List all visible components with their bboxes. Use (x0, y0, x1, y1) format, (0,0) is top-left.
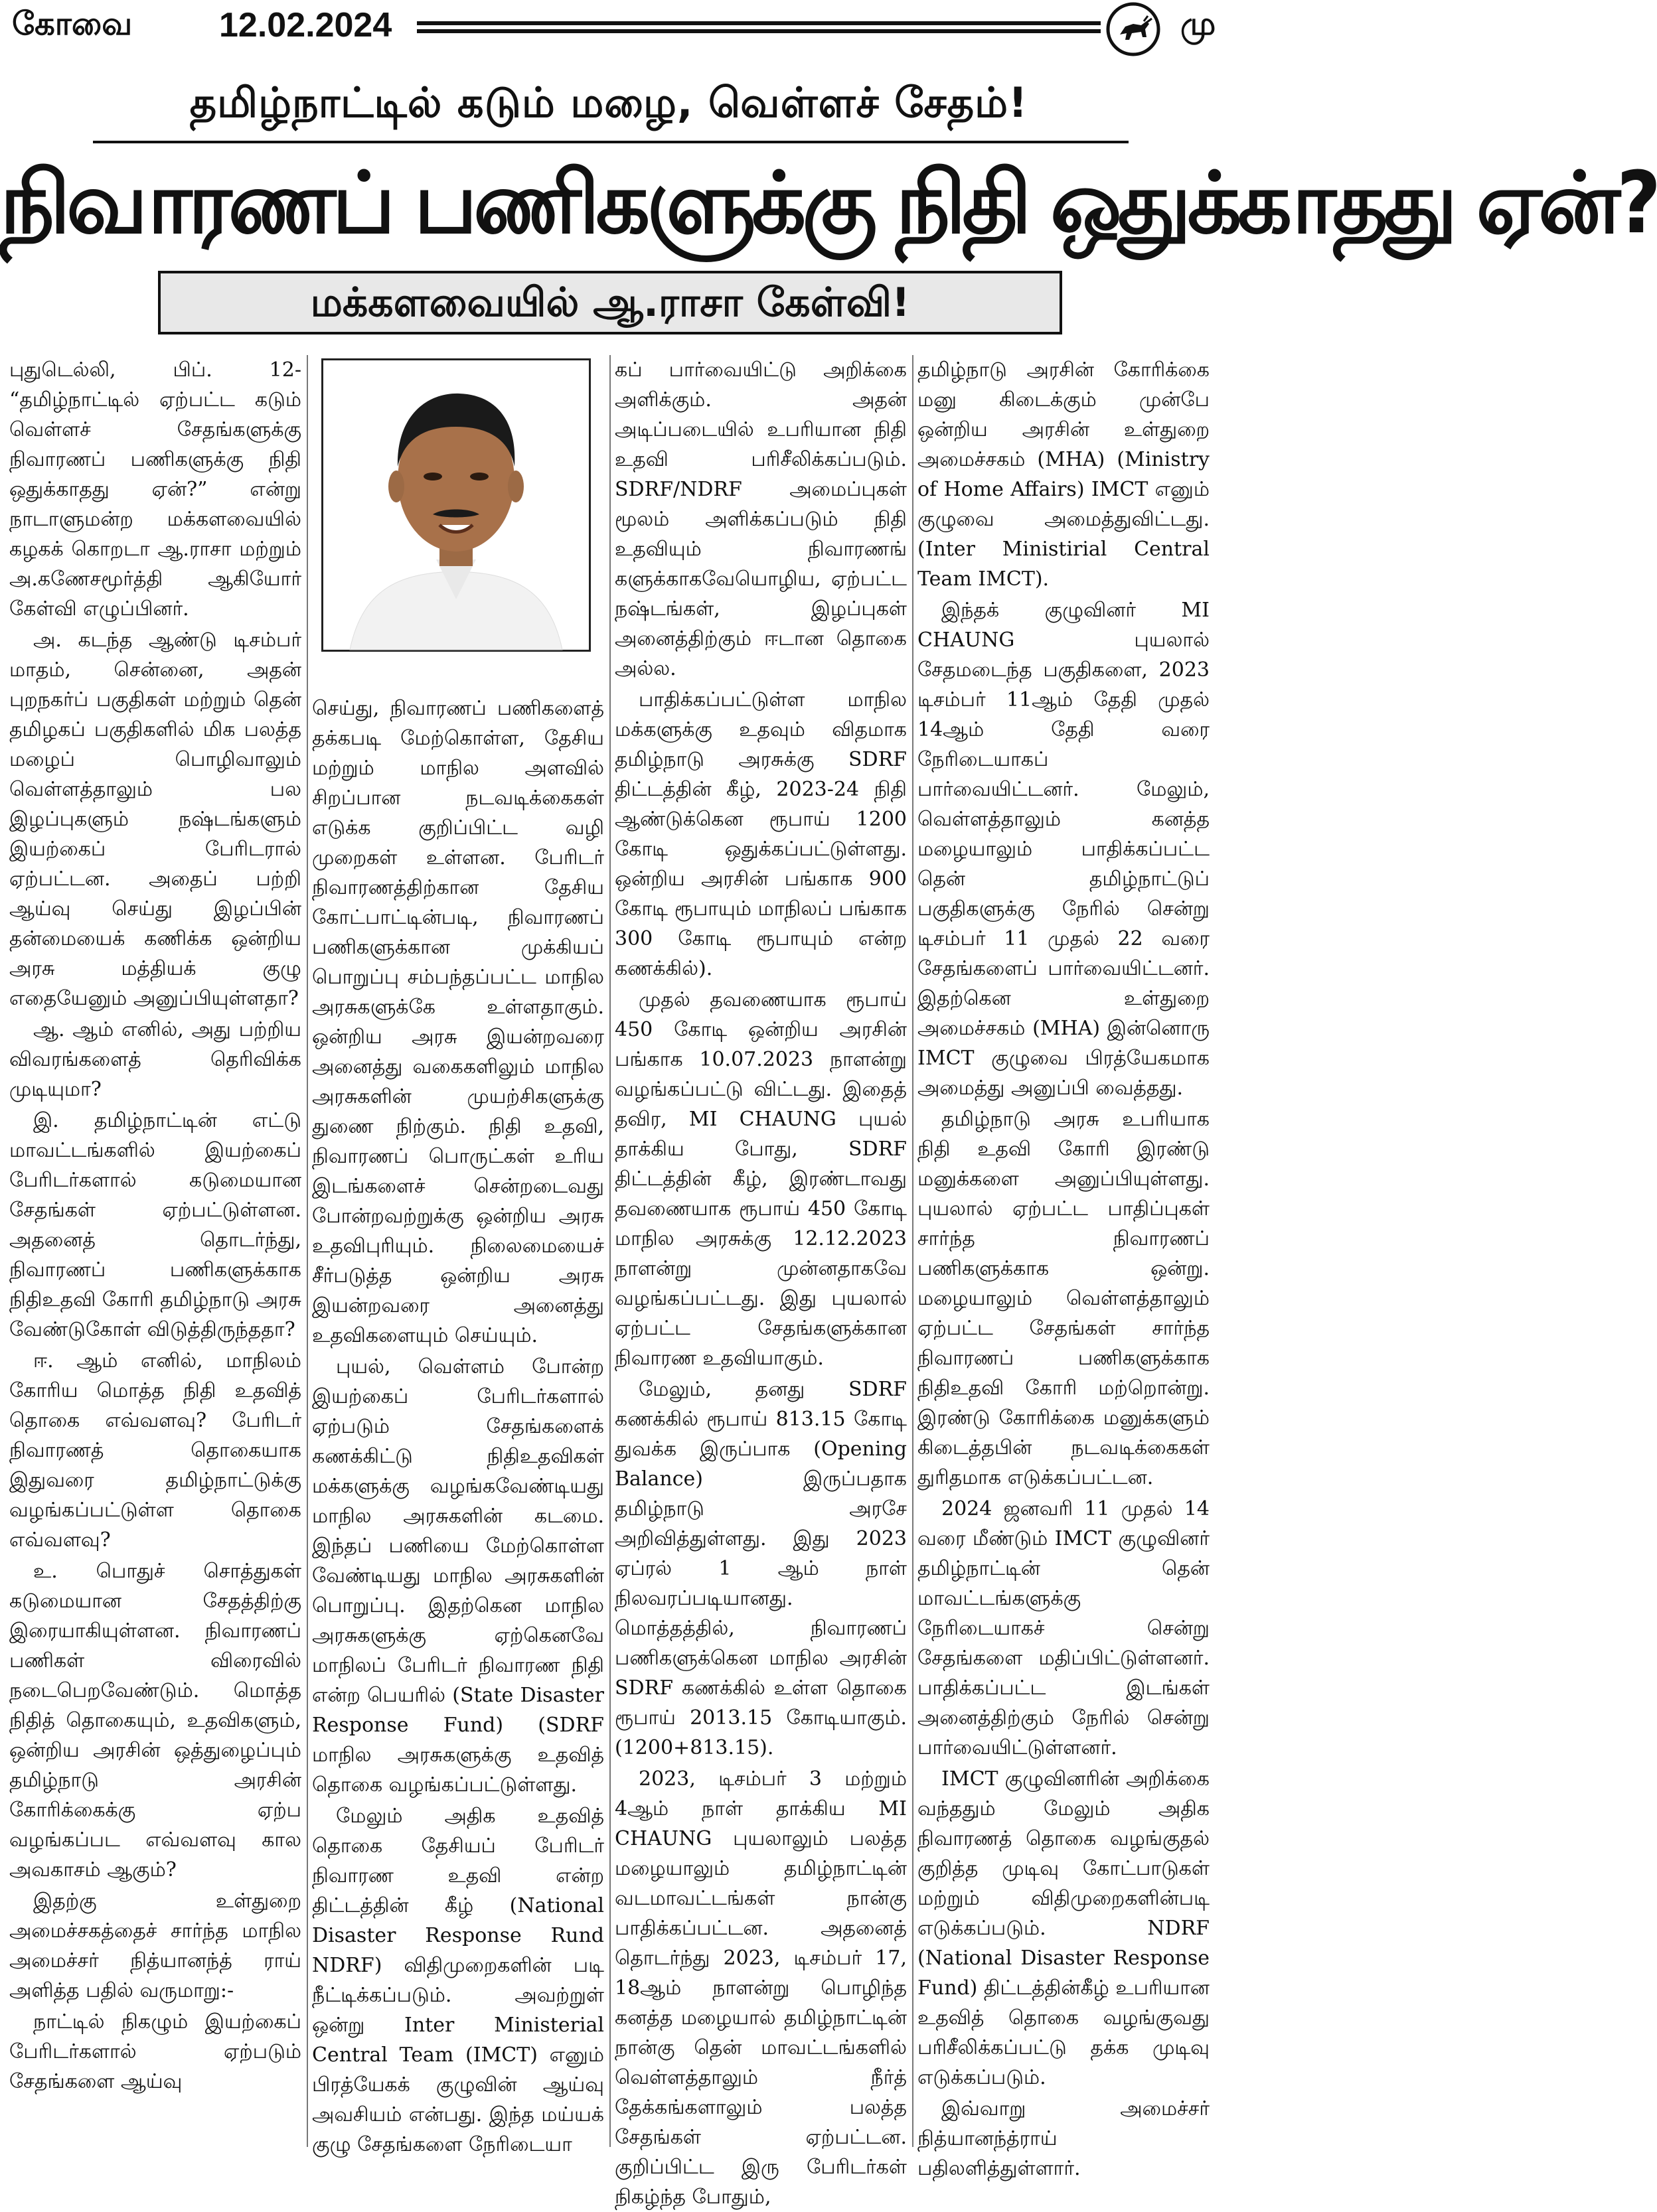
paragraph: 2024 ஜனவரி 11 முதல் 14 வரை மீண்டும் IMCT குழுவினர் தமிழ்நாட்டின் தென் மாவட்டங்களுக்கு நேரிடையாகச் சென்று சேதங்களை மதிப்பிட்டுள்ளனர். பாதிக்கப்பட்ட இடங்கள் அனைத்திற்கும் நேரில் சென்று பார்வையிட்டுள்ளனர். (917, 1497, 1210, 1759)
paragraph: தமிழ்நாடு அரசு உபரியாக நிதி உதவி கோரி இரண்டு மனுக்களை அனுப்பியுள்ளது. புயலால் ஏற்பட்ட பாதிப்புகள் சார்ந்த நிவாரணப் பணிகளுக்காக ஒன்று. மழையாலும் வெள்ளத்தாலும் ஏற்பட்ட சேதங்கள் சார்ந்த நிவாரணப் பணிகளுக்காக நிதிஉதவி கோரி மற்றொன்று. இரண்டு கோரிக்கை மனுக்களும் கிடைத்தபின் நடவடிக்கைகள் துரிதமாக எடுக்கப்பட்டன. (917, 1108, 1210, 1489)
column-divider (609, 355, 611, 2147)
paragraph: இதற்கு உள்துறை அமைச்சகத்தைச் சார்ந்த மாநில அமைச்சர் நித்யானந்த் ராய் அளித்த பதில் வருமாறு:- (9, 1889, 301, 2002)
paragraph: புயல், வெள்ளம் போன்ற இயற்கைப் பேரிடர்களால் ஏற்படும் சேதங்களைக் கணக்கிட்டு நிதிஉதவிகள் மக்களுக்கு வழங்கவேண்டியது மாநில அரசுகளின் கடமை. இந்தப் பணியை மேற்கொள்ள வேண்டியது மாநில அரசுகளின் பொறுப்பு. இதற்கென மாநில அரசுகளுக்கு ஏற்கெனவே மாநிலப் பேரிடர் நிவாரண நிதி என்ற பெயரில் (State Disaster Response Fund) (SDRF மாநில அரசுகளுக்கு உதவித் தொகை வழங்கப்பட்டுள்ளது. (312, 1355, 604, 1797)
paragraph: IMCT குழுவினரின் அறிக்கை வந்ததும் மேலும் அதிக நிவாரணத் தொகை வழங்குதல் குறித்த முடிவு கோட்பாடுகள் மற்றும் விதிமுறைகளின்படி எடுக்கப்படும். NDRF (National Disaster Response Fund) திட்டத்தின்கீழ் உபரியான உதவித் தொகை வழங்குவது பரிசீலிக்கப்பட்டு தக்க முடிவு எடுக்கப்படும். (917, 1767, 1210, 2089)
paragraph: முதல் தவணையாக ரூபாய் 450 கோடி ஒன்றிய அரசின் பங்காக 10.07.2023 நாளன்று வழங்கப்பட்டு விட்டது. இதைத் தவிர, MI CHAUNG புயல் தாக்கிய போது, SDRF திட்டத்தின் கீழ், இரண்டாவது தவணையாக ரூபாய் 450 கோடி மாநில அரசுக்கு 12.12.2023 நாளன்று முன்னதாகவே வழங்கப்பட்டது. இது புயலால் ஏற்பட்ட சேதங்களுக்கான நிவாரண உதவியாகும். (615, 988, 907, 1370)
article-column-1 (9, 355, 301, 2147)
paragraph: 2023, டிசம்பர் 3 மற்றும் 4ஆம் நாள் தாக்கிய MI CHAUNG புயலாலும் பலத்த மழையாலும் தமிழ்நாட்டின் வடமாவட்டங்கள் நான்கு பாதிக்கப்பட்டன. அதனைத் தொடர்ந்து 2023, டிசம்பர் 17, 18ஆம் நாளன்று பொழிந்த கனத்த மழையால் தமிழ்நாட்டின் நான்கு தென் மாவட்டங்களில் வெள்ளத்தாலும் நீர்த் தேக்கங்களாலும் பலத்த சேதங்கள் ஏற்பட்டன. குறிப்பிட்ட இரு பேரிடர்கள் நிகழ்ந்த போதும், (615, 1767, 907, 2209)
edition-date: 12.02.2024 (219, 6, 392, 44)
paragraph: இந்தக் குழுவினர் MI CHAUNG புயலால் சேதமடைந்த பகுதிகளை, 2023 டிசம்பர் 11ஆம் தேதி முதல் 14ஆம் தேதி வரை நேரிடையாகப் பார்வையிட்டனர். மேலும், வெள்ளத்தாலும் கனத்த மழையாலும் பாதிக்கப்பட்ட தென் தமிழ்நாட்டுப் பகுதிகளுக்கு நேரில் சென்று டிசம்பர் 11 முதல் 22 வரை சேதங்களைப் பார்வையிட்டனர். இதற்கென உள்துறை அமைச்சகம் (MHA) இன்னொரு IMCT குழுவை பிரத்யேகமாக அமைத்து அனுப்பி வைத்தது. (917, 599, 1210, 1100)
paragraph: இவ்வாறு அமைச்சர் நித்யானந்த்ராய் பதிலளித்துள்ளார். (917, 2097, 1210, 2180)
paragraph: ஈ. ஆம் எனில், மாநிலம் கோரிய மொத்த நிதி உதவித் தொகை எவ்வளவு? பேரிடர் நிவாரணத் தொகையாக இதுவரை தமிழ்நாட்டுக்கு வழங்கப்பட்டுள்ள தொகை எவ்வளவு? (9, 1349, 301, 1552)
bull-emblem-icon (1105, 1, 1161, 57)
masthead-strip (0, 0, 1218, 66)
article-column-2 (312, 355, 604, 2156)
column-divider (307, 355, 308, 2147)
paragraph: கப் பார்வையிட்டு அறிக்கை அளிக்கும். அதன் அடிப்படையில் உபரியான நிதி உதவி பரிசீலிக்கப்படும். SDRF/NDRF அமைப்புகள் மூலம் அளிக்கப்படும் நிதி உதவியும் நிவாரணங் களுக்காகவேயொழிய, ஏற்பட்ட நஷ்டங்கள், இழப்புகள் அனைத்திற்கும் ஈடான தொகை அல்ல. (615, 358, 907, 680)
paragraph: மேலும், தனது SDRF கணக்கில் ரூபாய் 813.15 கோடி துவக்க இருப்பாக (Opening Balance) இருப்பதாக தமிழ்நாடு அரசே அறிவித்துள்ளது. இது 2023 ஏப்ரல் 1 ஆம் நாள் நிலவரப்படியானது. மொத்தத்தில், நிவாரணப் பணிகளுக்கென மாநில அரசின் SDRF கணக்கில் உள்ள தொகை ரூபாய் 2013.15 கோடியாகும். (1200+813.15). (615, 1378, 907, 1759)
edition-city: கோவை (12, 5, 133, 42)
article-column-3 (615, 355, 907, 2209)
paragraph: புதுடெல்லி, பிப். 12- “தமிழ்நாட்டில் ஏற்பட்ட கடும் வெள்ளச் சேதங்களுக்கு நிவாரணப் பணிகளுக்கு நிதி ஒதுக்காதது ஏன்?” என்று நாடாளுமன்ற மக்களவையில் கழகக் கொறடா ஆ.ராசா மற்றும் அ.கணேசமூர்த்தி ஆகியோர் கேள்வி எழுப்பினர். (9, 358, 301, 621)
paragraph: ஆ. ஆம் எனில், அது பற்றிய விவரங்களைத் தெரிவிக்க முடியுமா? (9, 1018, 301, 1101)
kicker-underline (93, 141, 1129, 143)
column-divider (912, 355, 913, 2147)
article-kicker: தமிழ்நாட்டில் கடும் மழை, வெள்ளச் சேதம்! (189, 78, 1028, 127)
paragraph: செய்து, நிவாரணப் பணிகளைத் தக்கபடி மேற்கொள்ள, தேசிய மற்றும் மாநில அளவில் சிறப்பான நடவடிக்கைகள் எடுக்க குறிப்பிட்ட வழி முறைகள் உள்ளன. பேரிடர் நிவாரணத்திற்கான தேசிய கோட்பாட்டின்படி, நிவாரணப் பணிகளுக்கான முக்கியப் பொறுப்பு சம்பந்தப்பட்ட மாநில அரசுகளுக்கே உள்ளதாகும். ஒன்றிய அரசு இயன்றவரை அனைத்து வகைகளிலும் மாநில அரசுகளின் முயற்சிகளுக்கு துணை நிற்கும். நிதி உதவி, நிவாரணப் பொருட்கள் உரிய இடங்களைச் சென்றடைவது போன்றவற்றுக்கு ஒன்றிய அரசு உதவிபுரியும். நிலைமையைச் சீர்படுத்த ஒன்றிய அரசு இயன்றவரை அனைத்து உதவிகளையும் செய்யும். (312, 697, 604, 1347)
paragraph: அ. கடந்த ஆண்டு டிசம்பர் மாதம், சென்னை, அதன் புறநகர்ப் பகுதிகள் மற்றும் தென் தமிழகப் பகுதிகளில் மிக பலத்த மழைப் பொழிவாலும் வெள்ளத்தாலும் பல இழப்புகளும் நஷ்டங்களும் இயற்கைப் பேரிடரால் ஏற்பட்டன. அதைப் பற்றி ஆய்வு செய்து இழப்பின் தன்மையைக் கணிக்க ஒன்றிய அரசு மத்தியக் குழு எதையேனும் அனுப்பியுள்ளதா? (9, 628, 301, 1010)
paragraph: தமிழ்நாடு அரசின் கோரிக்கை மனு கிடைக்கும் முன்பே ஒன்றிய அரசின் உள்துறை அமைச்சகம் (MHA) (Ministry of Home Affairs) IMCT எனும் குழுவை அமைத்துவிட்டது. (Inter Ministirial Central Team IMCT). (917, 358, 1210, 591)
article-column-4 (917, 355, 1210, 2180)
paragraph: நாட்டில் நிகழும் இயற்கைப் பேரிடர்களால் ஏற்படும் சேதங்களை ஆய்வு (9, 2010, 301, 2093)
article-subhead: மக்களவையில் ஆ.ராசா கேள்வி! (158, 271, 1062, 334)
paragraph: இ. தமிழ்நாட்டின் எட்டு மாவட்டங்களில் இயற்கைப் பேரிடர்களால் கடுமையான சேதங்கள் ஏற்பட்டுள்ளன. அதனைத் தொடர்ந்து, நிவாரணப் பணிகளுக்காக நிதிஉதவி கோரி தமிழ்நாடு அரசு வேண்டுகோள் விடுத்திருந்ததா? (9, 1109, 301, 1341)
paragraph: மேலும் அதிக உதவித் தொகை தேசியப் பேரிடர் நிவாரண உதவி என்ற திட்டத்தின் கீழ் (National Disaster Response Rund NDRF) விதிமுறைகளின் படி நீட்டிக்கப்படும். அவற்றுள் ஒன்று Inter Ministerial Central Team (IMCT) எனும் பிரத்யேகக் குழுவின் ஆய்வு அவசியம் என்பது. இந்த மய்யக் குழு சேதங்களை நேரிடையா (312, 1805, 604, 2156)
paper-name-initial: மு (1180, 5, 1216, 42)
header-double-rule (417, 21, 1101, 33)
paragraph: உ. பொதுச் சொத்துகள் கடுமையான சேதத்திற்கு இரையாகியுள்ளன. நிவாரணப் பணிகள் விரைவில் நடைபெறவேண்டும். மொத்த நிதித் தொகையும், உதவிகளும், ஒன்றிய அரசின் ஒத்துழைப்பும் தமிழ்நாடு அரசின் கோரிக்கைக்கு ஏற்ப வழங்கப்பட எவ்வளவு கால அவகாசம் ஆகும்? (9, 1560, 301, 1881)
paragraph: பாதிக்கப்பட்டுள்ள மாநில மக்களுக்கு உதவும் விதமாக தமிழ்நாடு அரசுக்கு SDRF திட்டத்தின் கீழ், 2023-24 நிதி ஆண்டுக்கென ரூபாய் 1200 கோடி ஒதுக்கப்பட்டுள்ளது. ஒன்றிய அரசின் பங்காக 900 கோடி ரூபாயும் மாநிலப் பங்காக 300 கோடி ரூபாயும் என்ற கணக்கில்). (615, 688, 907, 980)
article-headline: நிவாரணப் பணிகளுக்கு நிதி ஒதுக்காதது ஏன்? (0, 154, 1657, 253)
